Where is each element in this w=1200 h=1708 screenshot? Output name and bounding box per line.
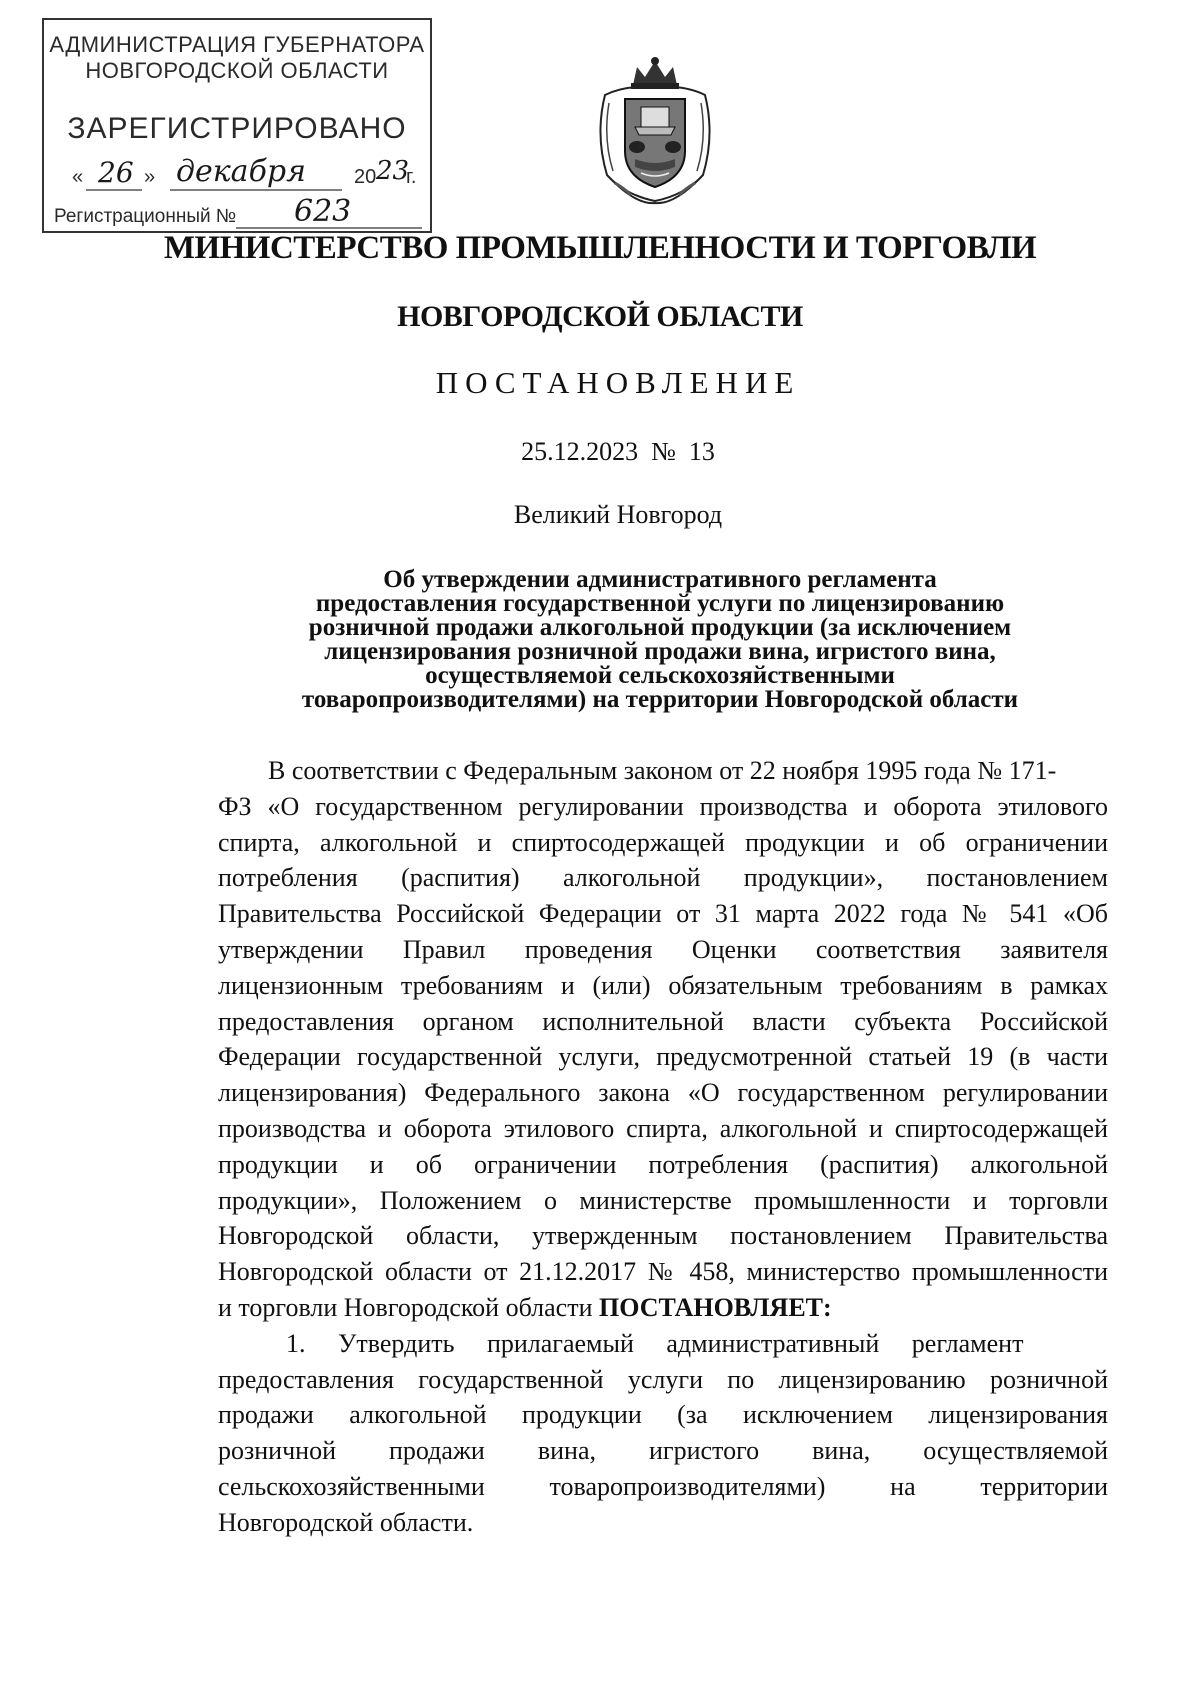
stamp-month: декабря (176, 154, 306, 189)
subject-line: розничной продажи алкогольной продукции (за исключением (308, 614, 1012, 641)
subject-line: осуществляемой сельскохозяйственными (425, 662, 895, 689)
stamp-organization (44, 32, 430, 84)
stamp-number: 623 (294, 194, 352, 229)
stamp-date-underline (72, 160, 422, 194)
stamp-year-suffix: 23 (376, 156, 410, 186)
decree-line (218, 1290, 1108, 1326)
body-line: В соответствии с Федеральным законом от 22 ноября 1995 года № 171- (268, 756, 1057, 785)
stamp-date-line: « 26 » декабря 20 23 г. (72, 160, 420, 194)
body-line: лицензирования) Федерального закона «О государственном регулировании (218, 1078, 1108, 1108)
body-line: продукции», Положением о министерстве промышленности и торговли (218, 1185, 1108, 1215)
registration-stamp (42, 18, 432, 233)
body-line: Новгородской области, утвержденным постановлением Правительства (218, 1221, 1108, 1251)
body-line: спирта, алкогольной и спиртосодержащей продукции и об ограничении (218, 827, 1108, 857)
item-1-line: сельскохозяйственными товаропроизводителями) на территории (218, 1471, 1108, 1501)
item-1-line: розничной продажи вина, игристого вина, осуществляемой (218, 1436, 1108, 1466)
coat-of-arms-emblem (585, 55, 725, 205)
document-city: Великий Новгород (513, 500, 723, 529)
body-line: предоставления органом исполнительной власти субъекта Российской (218, 1006, 1108, 1036)
subject-line: лицензирования розничной продажи вина, игристого вина, (324, 638, 996, 665)
subject-line: Об утверждении административного регламента (383, 566, 937, 593)
decree-word: ПОСТАНОВЛЯЕТ: (599, 1292, 832, 1322)
stamp-number-underline (54, 202, 424, 232)
body-line: производства и оборота этилового спирта, алкогольной и спиртосодержащей (218, 1113, 1108, 1143)
body-line: утверждении Правил проведения Оценки соответствия заявителя (218, 934, 1108, 964)
body-line: потребления (распития) алкогольной продукции», постановлением (218, 863, 1108, 893)
region-name: НОВГОРОДСКОЙ ОБЛАСТИ (397, 300, 803, 333)
document-body (218, 753, 1108, 1541)
stamp-year-prefix: 20 (354, 166, 377, 188)
body-line: продукции и об ограничении потребления (распития) алкогольной (218, 1149, 1108, 1179)
item-1-line: Новгородской области. (218, 1507, 474, 1537)
item-1-line: продажи алкогольной продукции (за исключением лицензирования (218, 1400, 1108, 1430)
stamp-number-label: Регистрационный № (54, 206, 237, 227)
stamp-day: 26 (98, 156, 134, 189)
stamp-org-line-2: НОВГОРОДСКОЙ ОБЛАСТИ (85, 58, 389, 83)
decree-line-prefix: и торговли Новгородской области (218, 1292, 599, 1322)
body-line: Федерации государственной услуги, предусмотренной статьей 19 (в части (218, 1042, 1108, 1072)
item-1-line: 1. Утвердить прилагаемый административный регламент (286, 1328, 1024, 1358)
ministry-name: МИНИСТЕРСТВО ПРОМЫШЛЕННОСТИ И ТОРГОВЛИ (163, 230, 1037, 266)
body-line: лицензионным требованиям и (или) обязательным требованиям в рамках (218, 970, 1108, 1000)
stamp-number-line (54, 194, 420, 232)
body-line: Новгородской области от 21.12.2017 № 458, министерство промышленности (218, 1257, 1108, 1287)
subject-line: предоставления государственной услуги по лицензированию (315, 590, 1005, 617)
body-line: ФЗ «О государственном регулировании производства и оборота этилового (218, 791, 1108, 821)
document-subject (240, 568, 1080, 712)
document-date-number: 25.12.2023 № 13 (521, 437, 715, 466)
item-1-line: предоставления государственной услуги по лицензированию розничной (218, 1364, 1108, 1394)
stamp-year-unit: г. (406, 166, 417, 188)
stamp-org-line-1: АДМИНИСТРАЦИЯ ГУБЕРНАТОРА (49, 32, 425, 57)
body-line: Правительства Российской Федерации от 31 марта 2022 года № 541 «Об (218, 899, 1108, 929)
stamp-registered-label: ЗАРЕГИСТРИРОВАНО (67, 112, 407, 145)
document-type: ПОСТАНОВЛЕНИЕ (435, 365, 801, 400)
subject-line: товаропроизводителями) на территории Новгородской области (301, 686, 1019, 713)
